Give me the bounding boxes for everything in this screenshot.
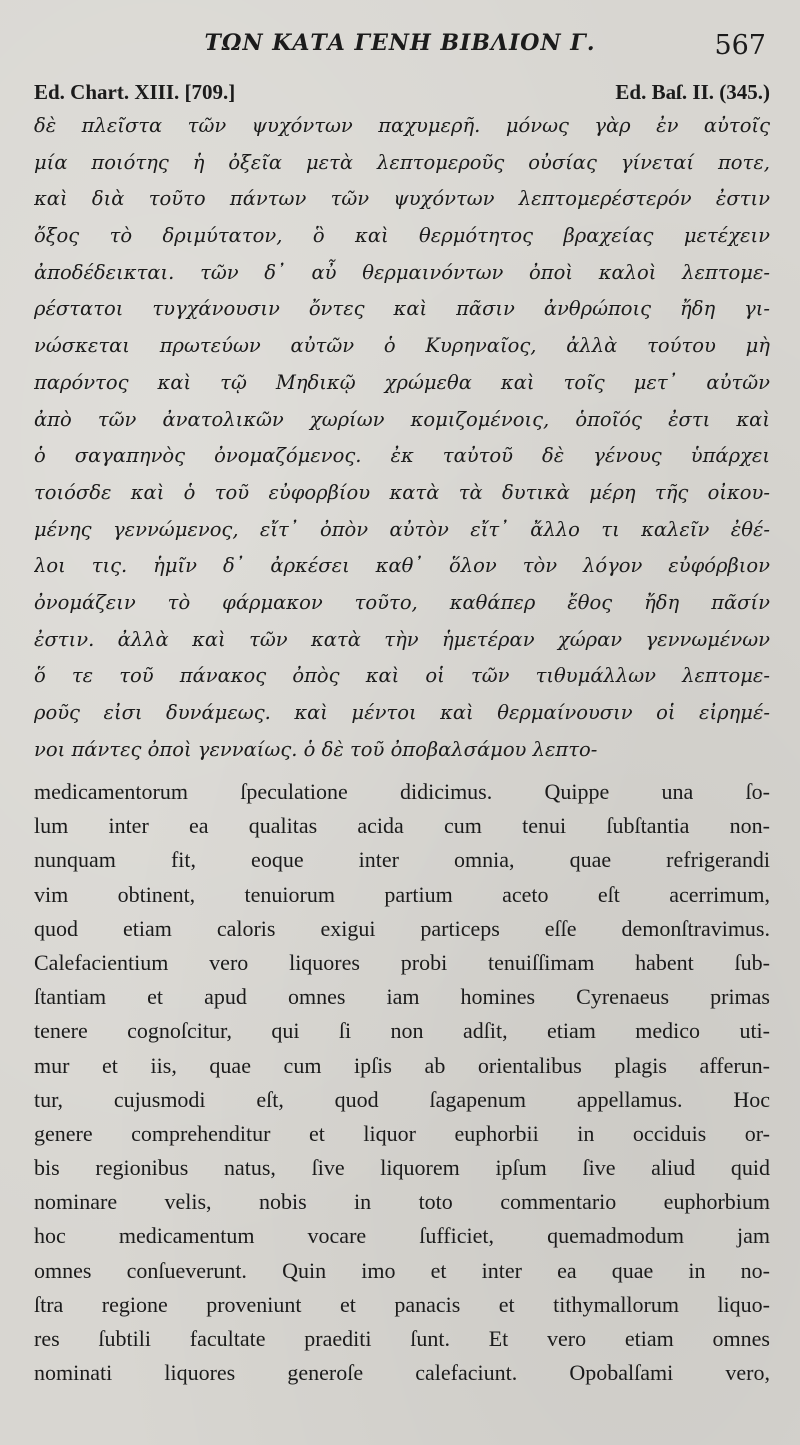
edition-reference-left: Ed. Chart. XIII. [709.] <box>34 80 236 104</box>
latin-text-line: hoc medicamentum vocare ſufficiet, quemadmodum jam <box>34 1223 770 1249</box>
greek-text-line: μία ποιότης ἡ ὀξεῖα μετὰ λεπτομεροῦς οὐσίας γίνεταί ποτε, <box>34 150 770 174</box>
greek-text-line: λοι τις. ἡμῖν δ᾽ ἀρκέσει καθ᾽ ὅλον τὸν λόγον εὐφόρβιον <box>34 554 770 578</box>
greek-text-line: μένης γεννώμενος, εἴτ᾽ ὀπὸν αὐτὸν εἴτ᾽ ἄλλο τι καλεῖν ἐθέ- <box>34 517 770 541</box>
greek-text-line: ὅ τε τοῦ πάνακος ὀπὸς καὶ οἱ τῶν τιθυμάλλων λεπτομε- <box>34 664 770 688</box>
latin-text-line: quod etiam caloris exigui particeps eſſe demonſtravimus. <box>34 915 770 941</box>
latin-text-line: ſtantiam et apud omnes iam homines Cyrenaeus primas <box>34 984 770 1010</box>
greek-text-line: ρέστατοι τυγχάνουσιν ὄντες καὶ πᾶσιν ἀνθρώποις ἤδη γι- <box>34 297 770 321</box>
greek-text-line: ἀπὸ τῶν ἀνατολικῶν χωρίων κομιζομένοις, ὁποῖός ἐστι καὶ <box>34 407 770 431</box>
latin-text-line: bis regionibus natus, ſive liquorem ipſum ſive aliud quid <box>34 1155 770 1181</box>
latin-text-line: nunquam fit, eoque inter omnia, quae refrigerandi <box>34 847 770 873</box>
page-number: 567 <box>714 30 766 61</box>
greek-text-line: ἀποδέδεικται. τῶν δ᾽ αὖ θερμαινόντων ὀποὶ καλοὶ λεπτομε- <box>34 260 770 284</box>
running-title: ΤΩΝ ΚΑΤΑ ΓΕΝΗ ΒΙΒΛΙΟΝ Γ. <box>204 30 596 56</box>
latin-text-line: genere comprehenditur et liquor euphorbii in occiduis or- <box>34 1120 770 1146</box>
latin-text-line: vim obtinent, tenuiorum partium aceto eſt acerrimum, <box>34 881 770 907</box>
latin-text-line: mur et iis, quae cum ipſis ab orientalibus plagis afferun- <box>34 1052 770 1078</box>
latin-text-line: nominati liquores generoſe calefaciunt. Opobalſami vero, <box>34 1360 770 1386</box>
greek-text-line: ὄξος τὸ δριμύτατον, ὃ καὶ θερμότητος βραχείας μετέχειν <box>34 224 770 248</box>
latin-text-line: tur, cujusmodi eſt, quod ſagapenum appellamus. Hoc <box>34 1086 770 1112</box>
latin-text-line: Calefacientium vero liquores probi tenuiſſimam habent ſub- <box>34 949 770 975</box>
greek-text-line: νοι πάντες ὀποὶ γενναίως. ὁ δὲ τοῦ ὀποβαλσάμου λεπτο- <box>34 737 598 761</box>
latin-text-line: omnes conſueverunt. Quin imo et inter ea quae in no- <box>34 1257 770 1283</box>
latin-text-line: lum inter ea qualitas acida cum tenui ſubſtantia non- <box>34 813 770 839</box>
greek-text-line: ροῦς εἰσι δυνάμεως. καὶ μέντοι καὶ θερμαίνουσιν οἱ εἰρημέ- <box>34 701 770 724</box>
edition-reference-right: Ed. Baſ. II. (345.) <box>615 80 770 104</box>
latin-text-line: res ſubtili facultate praediti ſunt. Et vero etiam omnes <box>34 1326 770 1351</box>
latin-text-line: medicamentorum ſpeculatione didicimus. Quippe una ſo- <box>34 779 770 804</box>
greek-text-line: ὁ σαγαπηνὸς ὀνομαζόμενος. ἐκ ταὐτοῦ δὲ γένους ὑπάρχει <box>34 444 770 468</box>
latin-text-block <box>34 775 770 1390</box>
greek-text-line: καὶ διὰ τοῦτο πάντων τῶν ψυχόντων λεπτομερέστερόν ἐστιν <box>34 187 770 211</box>
greek-text-line: ὀνομάζειν τὸ φάρμακον τοῦτο, καθάπερ ἔθος ἤδη πᾶσίν <box>34 590 770 614</box>
greek-text-line: νώσκεται πρωτεύων αὐτῶν ὁ Κυρηναῖος, ἀλλὰ τούτου μὴ <box>34 334 770 358</box>
greek-text-line: δὲ πλεῖστα τῶν ψυχόντων παχυμερῆ. μόνως γὰρ ἐν αὐτοῖς <box>34 114 770 137</box>
greek-text-line: ἐστιν. ἀλλὰ καὶ τῶν κατὰ τὴν ἡμετέραν χώραν γεννωμένων <box>34 627 770 651</box>
greek-text-line: τοιόσδε καὶ ὁ τοῦ εὐφορβίου κατὰ τὰ δυτικὰ μέρη τῆς οἰκου- <box>34 480 770 504</box>
edition-reference-line <box>34 80 770 105</box>
latin-text-line: tenere cognoſcitur, qui ſi non adſit, etiam medico uti- <box>34 1018 770 1044</box>
latin-text-line: ſtra regione proveniunt et panacis et tithymallorum liquo- <box>34 1291 770 1317</box>
greek-text-block <box>34 108 770 768</box>
latin-text-line: nominare velis, nobis in toto commentario euphorbium <box>34 1189 770 1215</box>
greek-text-line: παρόντος καὶ τῷ Μηδικῷ χρώμεθα καὶ τοῖς μετ᾽ αὐτῶν <box>34 370 770 394</box>
